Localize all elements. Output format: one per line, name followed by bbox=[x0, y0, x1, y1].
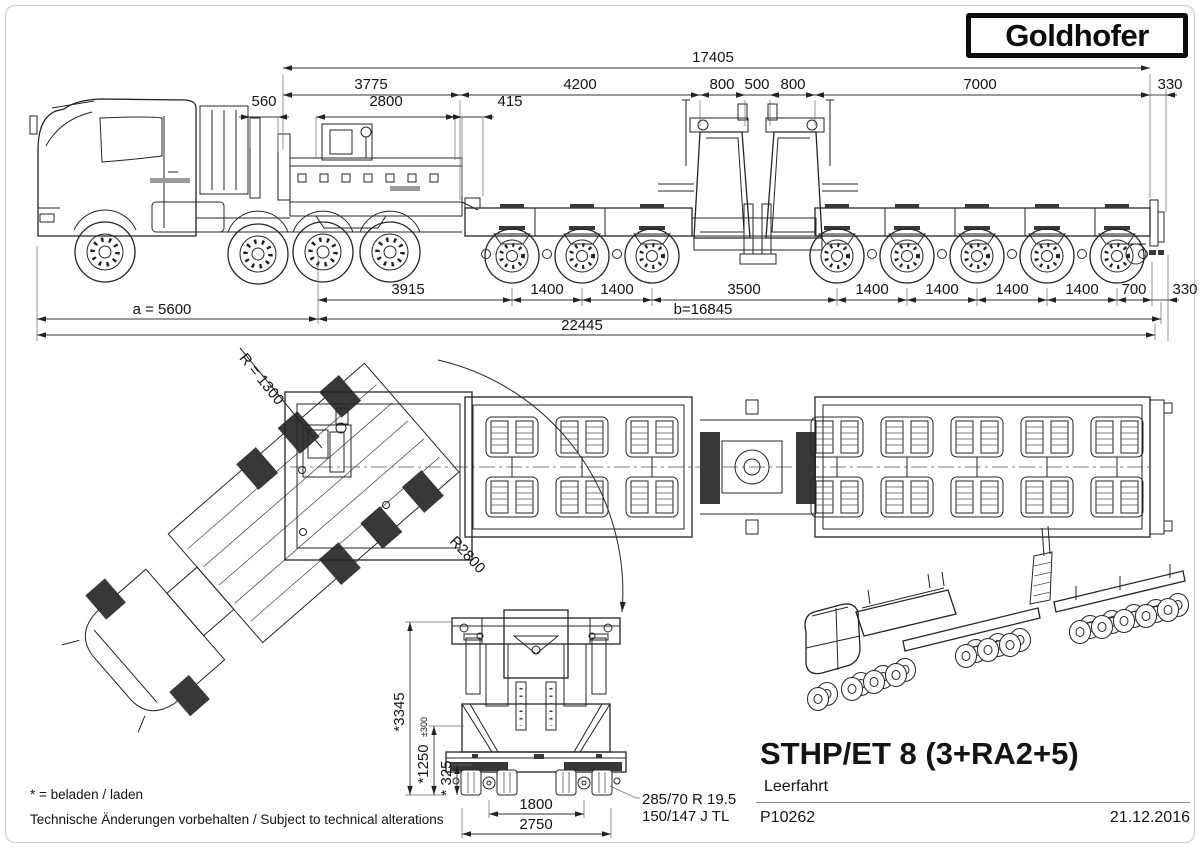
dim-3915: 3915 bbox=[391, 281, 425, 298]
dim-1400e: 1400 bbox=[995, 281, 1029, 298]
dim-deck-height: *1250 bbox=[415, 744, 432, 784]
drawing-date: 21.12.2016 bbox=[1109, 809, 1190, 826]
dim-deck-tolerance: ±300 bbox=[419, 717, 429, 737]
dim-1400f: 1400 bbox=[1065, 281, 1099, 298]
dim-radius-outer: R2800 bbox=[446, 532, 489, 577]
dim-415: 415 bbox=[497, 93, 523, 110]
dim-1400c: 1400 bbox=[855, 281, 889, 298]
dim-700: 700 bbox=[1121, 281, 1147, 298]
dim-track: 1800 bbox=[519, 796, 553, 813]
dim-total-length: 22445 bbox=[561, 317, 603, 334]
disclaimer-note: Technische Änderungen vorbehalten / Subject to technical alterations bbox=[30, 812, 444, 827]
dim-800b: 800 bbox=[780, 76, 806, 93]
dim-3775: 3775 bbox=[354, 76, 388, 93]
side-view-drawing bbox=[30, 99, 1164, 284]
dim-560: 560 bbox=[251, 93, 277, 110]
isometric-view-drawing bbox=[805, 526, 1189, 711]
dim-7000: 7000 bbox=[963, 76, 997, 93]
dim-total-top: 17405 bbox=[692, 49, 734, 66]
legend-note: * = beladen / laden bbox=[30, 787, 143, 802]
dim-stroke: * 325 bbox=[438, 760, 455, 796]
dim-1400a: 1400 bbox=[530, 281, 564, 298]
dim-a: a = 5600 bbox=[132, 301, 192, 318]
model-designation: STHP/ET 8 (3+RA2+5) bbox=[760, 736, 1079, 771]
tire-spec-line1: 285/70 R 19.5 bbox=[642, 791, 737, 808]
footnotes bbox=[30, 782, 444, 832]
dim-330-top: 330 bbox=[1157, 76, 1183, 93]
dim-radius-inner: R = 1300 bbox=[235, 350, 288, 409]
dim-330-bottom: 330 bbox=[1172, 281, 1198, 298]
drawing-number: P10262 bbox=[760, 809, 816, 826]
dim-800a: 800 bbox=[709, 76, 735, 93]
dim-height-total: *3345 bbox=[391, 692, 408, 732]
side-view-dimensions bbox=[37, 49, 1198, 341]
title-block bbox=[760, 736, 1190, 827]
tire-spec-line2: 150/147 J TL bbox=[642, 808, 730, 825]
goldhofer-logo-text: Goldhofer bbox=[1005, 17, 1149, 53]
plan-view-drawing bbox=[48, 348, 1172, 749]
title-block-divider bbox=[756, 802, 1190, 803]
goldhofer-logo bbox=[966, 13, 1188, 58]
operation-mode-label: Leerfahrt bbox=[764, 778, 829, 795]
rear-view-drawing bbox=[446, 610, 626, 795]
dim-width: 2750 bbox=[519, 816, 553, 833]
dim-1400d: 1400 bbox=[925, 281, 959, 298]
dim-500: 500 bbox=[744, 76, 770, 93]
dim-b: b=16845 bbox=[673, 301, 733, 318]
dim-3500: 3500 bbox=[727, 281, 761, 298]
dim-1400b: 1400 bbox=[600, 281, 634, 298]
dim-4200: 4200 bbox=[563, 76, 597, 93]
dim-2800: 2800 bbox=[369, 93, 403, 110]
